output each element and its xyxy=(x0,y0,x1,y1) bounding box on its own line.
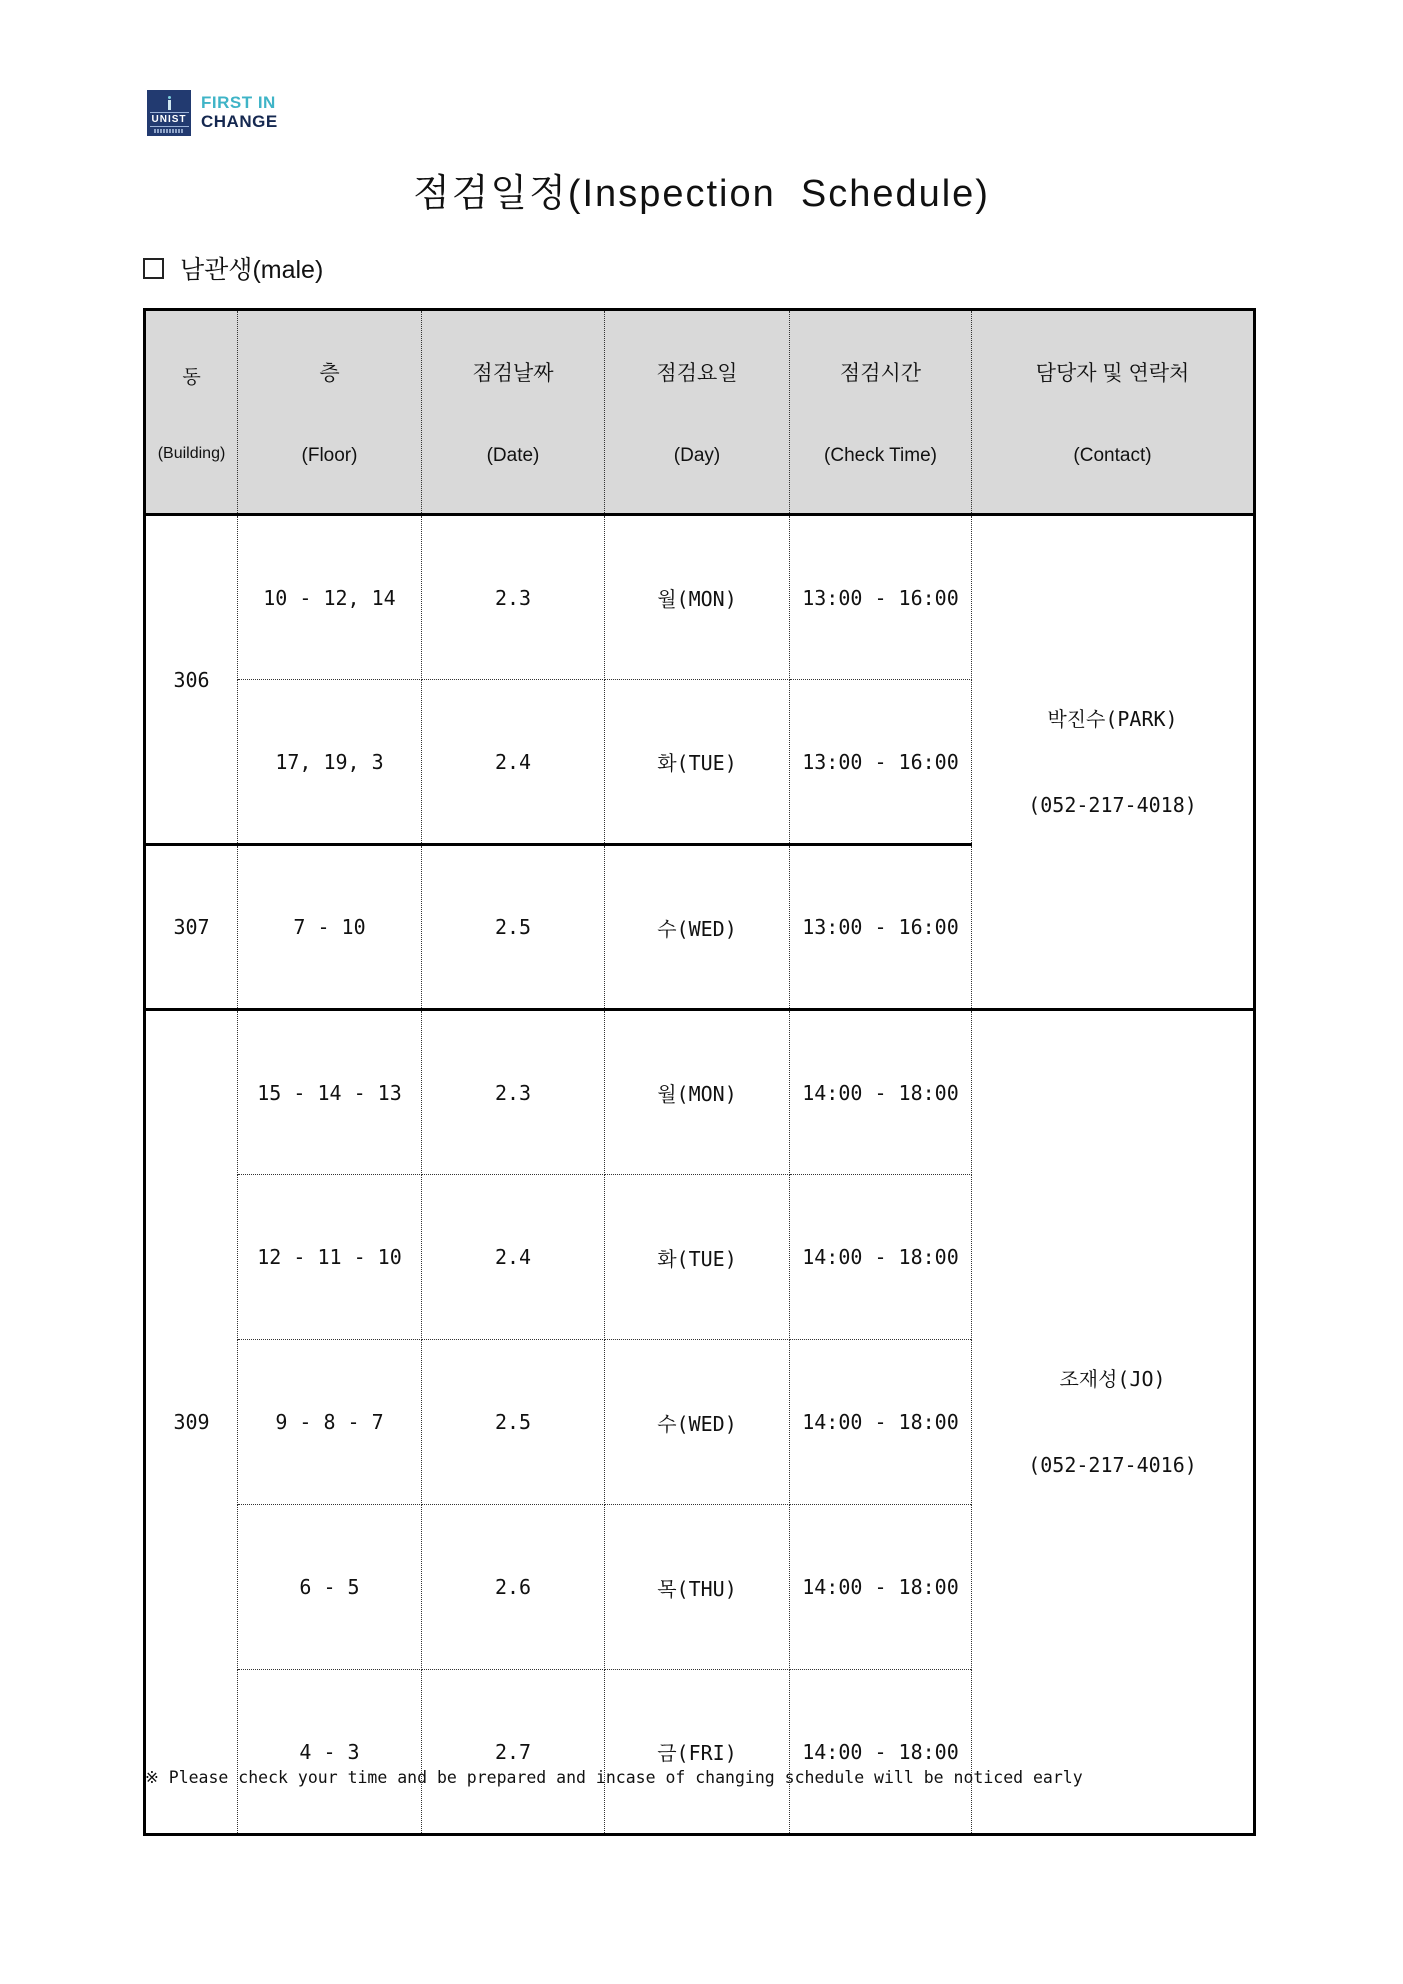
cell-day: 월(MON) xyxy=(605,515,790,680)
column-header-date: 점검날짜 (Date) xyxy=(422,310,605,515)
cell-time: 14:00 - 18:00 xyxy=(790,1175,972,1340)
cell-floor: 17, 19, 3 xyxy=(238,680,422,845)
cell-time: 13:00 - 16:00 xyxy=(790,680,972,845)
cell-floor: 9 - 8 - 7 xyxy=(238,1340,422,1505)
tagline-first-in: FIRST IN xyxy=(201,93,276,113)
cell-date: 2.7 xyxy=(422,1670,605,1835)
cell-time: 14:00 - 18:00 xyxy=(790,1670,972,1835)
contact-phone: (052-217-4018) xyxy=(1028,793,1197,817)
cell-time: 14:00 - 18:00 xyxy=(790,1505,972,1670)
cell-contact xyxy=(972,515,1255,1010)
logo-dot-icon xyxy=(168,96,171,99)
inspection-schedule-table xyxy=(143,308,1256,1836)
footnote: ※ Please check your time and be prepared and incase of changing schedule will be noticed early xyxy=(145,1768,1083,1787)
checkbox-icon xyxy=(143,258,164,279)
cell-date: 2.4 xyxy=(422,680,605,845)
cell-building: 307 xyxy=(145,845,238,1010)
column-header-building: 동 (Building) xyxy=(145,310,238,515)
cell-time: 14:00 - 18:00 xyxy=(790,1340,972,1505)
cell-floor: 15 - 14 - 13 xyxy=(238,1010,422,1175)
cell-day: 수(WED) xyxy=(605,845,790,1010)
cell-date: 2.6 xyxy=(422,1505,605,1670)
cell-day: 화(TUE) xyxy=(605,680,790,845)
cell-date: 2.5 xyxy=(422,845,605,1010)
cell-building: 309 xyxy=(145,1010,238,1835)
cell-day: 목(THU) xyxy=(605,1505,790,1670)
section-label-text: 남관생(male) xyxy=(180,256,324,284)
logo-micro-text xyxy=(154,129,184,133)
contact-name: 박진수(PARK) xyxy=(1047,707,1178,731)
unist-logo xyxy=(147,90,278,136)
cell-contact xyxy=(972,1010,1255,1835)
cell-day: 수(WED) xyxy=(605,1340,790,1505)
cell-time: 13:00 - 16:00 xyxy=(790,515,972,680)
cell-date: 2.4 xyxy=(422,1175,605,1340)
cell-day: 월(MON) xyxy=(605,1010,790,1175)
cell-time: 14:00 - 18:00 xyxy=(790,1010,972,1175)
cell-floor: 12 - 11 - 10 xyxy=(238,1175,422,1340)
cell-day: 금(FRI) xyxy=(605,1670,790,1835)
contact-name: 조재성(JO) xyxy=(1059,1367,1166,1391)
column-header-floor: 층 (Floor) xyxy=(238,310,422,515)
unist-wordmark: UNIST xyxy=(151,113,187,125)
cell-date: 2.5 xyxy=(422,1340,605,1505)
cell-floor: 4 - 3 xyxy=(238,1670,422,1835)
cell-building: 306 xyxy=(145,515,238,845)
column-header-check-time: 점검시간 (Check Time) xyxy=(790,310,972,515)
cell-day: 화(TUE) xyxy=(605,1175,790,1340)
cell-floor: 7 - 10 xyxy=(238,845,422,1010)
table-row xyxy=(145,515,1255,680)
header-row xyxy=(145,310,1255,515)
schedule-table-wrapper xyxy=(143,308,1256,1836)
section-label xyxy=(143,250,323,286)
unist-logo-mark-icon xyxy=(147,90,191,136)
cell-floor: 6 - 5 xyxy=(238,1505,422,1670)
tagline-change: CHANGE xyxy=(201,112,278,131)
contact-phone: (052-217-4016) xyxy=(1028,1453,1197,1477)
cell-date: 2.3 xyxy=(422,1010,605,1175)
cell-floor: 10 - 12, 14 xyxy=(238,515,422,680)
unist-tagline xyxy=(201,94,278,131)
table-row xyxy=(145,1010,1255,1175)
column-header-contact: 담당자 및 연락처 (Contact) xyxy=(972,310,1255,515)
cell-time: 13:00 - 16:00 xyxy=(790,845,972,1010)
page-title: 점검일정(Inspection Schedule) xyxy=(413,173,990,215)
cell-date: 2.3 xyxy=(422,515,605,680)
column-header-day: 점검요일 (Day) xyxy=(605,310,790,515)
logo-bar-icon xyxy=(168,100,171,110)
